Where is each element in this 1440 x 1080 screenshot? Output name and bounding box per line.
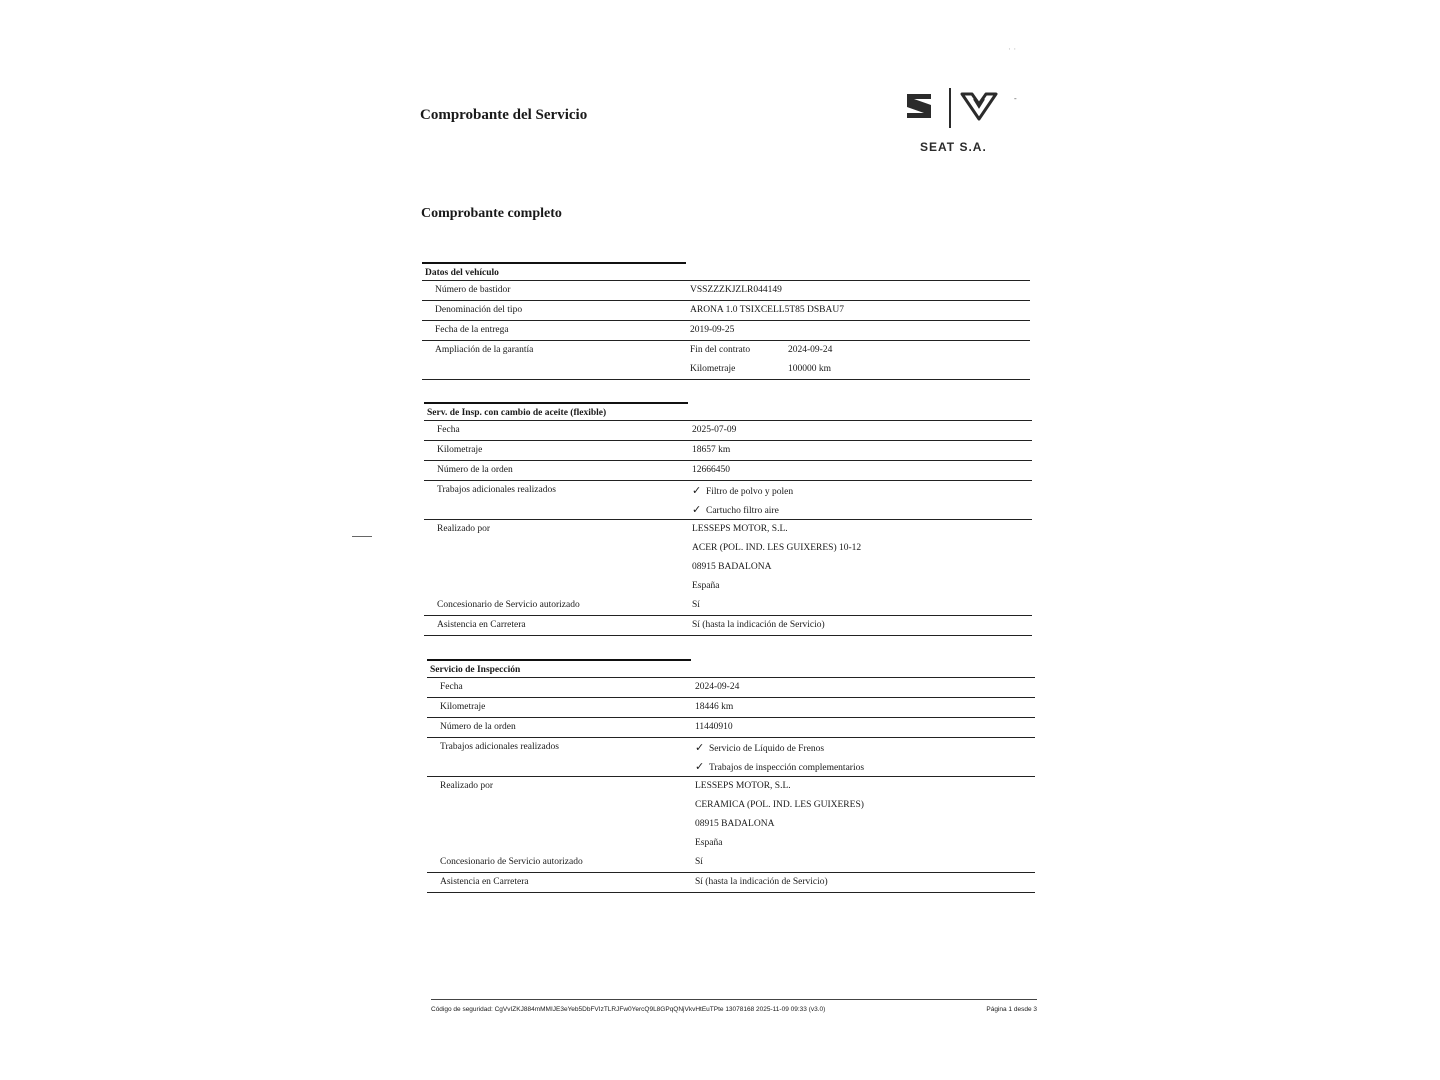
section-header (422, 262, 1030, 281)
table-row (422, 341, 1030, 380)
table-row (424, 616, 1032, 636)
extra-work-item: Cartucho filtro aire (706, 506, 779, 516)
roadside-label: Asistencia en Carretera (437, 620, 526, 630)
workshop-country: España (692, 581, 720, 591)
check-icon: ✓ (695, 741, 705, 754)
table-row (424, 441, 1032, 461)
scan-artifact: · · (1008, 44, 1017, 54)
workshop-country: España (695, 838, 723, 848)
service-oil-section (424, 402, 1032, 636)
extra-work-label: Trabajos adicionales realizados (440, 742, 559, 752)
cupra-logo-icon (960, 91, 998, 121)
section-header (427, 659, 1035, 678)
roadside-label: Asistencia en Carretera (440, 877, 529, 887)
extra-work-item: Trabajos de inspección complementarios (709, 763, 865, 773)
workshop-street: ACER (POL. IND. LES GUIXERES) 10-12 (692, 543, 862, 553)
section-title: Servicio de Inspección (430, 665, 521, 675)
order-label: Número de la orden (440, 722, 516, 732)
document-subtitle: Comprobante completo (421, 206, 562, 221)
km-label: Kilometraje (440, 702, 486, 712)
table-row (422, 301, 1030, 321)
section-title: Serv. de Insp. con cambio de aceite (flexible) (427, 408, 607, 418)
order-label: Número de la orden (437, 465, 513, 475)
check-icon: ✓ (692, 503, 702, 516)
section-header (424, 402, 1032, 421)
date-label: Fecha (437, 425, 460, 435)
page-number: Página 1 desde 3 (986, 1006, 1037, 1013)
workshop-name: LESSEPS MOTOR, S.L. (695, 781, 791, 791)
check-icon: ✓ (695, 760, 705, 773)
performed-by-label: Realizado por (437, 524, 491, 534)
section-title: Datos del vehículo (425, 268, 499, 278)
order-value: 11440910 (695, 722, 733, 732)
logo-trademark: - (1014, 94, 1017, 103)
workshop-street: CERAMICA (POL. IND. LES GUIXERES) (695, 800, 864, 810)
table-row (427, 738, 1035, 777)
table-row (427, 698, 1035, 718)
roadside-value: Sí (hasta la indicación de Servicio) (695, 877, 828, 887)
table-row (424, 481, 1032, 520)
seat-logo-icon (904, 92, 934, 120)
table-row (422, 321, 1030, 341)
date-value: 2025-07-09 (692, 425, 737, 435)
dealer-label: Concesionario de Servicio autorizado (440, 857, 583, 867)
performed-by-label: Realizado por (440, 781, 494, 791)
table-row (424, 596, 1032, 616)
document-title: Comprobante del Servicio (420, 107, 588, 123)
warranty-km-value: 100000 km (788, 364, 832, 374)
margin-mark (352, 536, 372, 537)
delivery-label: Fecha de la entrega (435, 325, 509, 335)
km-label: Kilometraje (437, 445, 483, 455)
dealer-value: Sí (695, 857, 703, 867)
extra-work-item: Servicio de Líquido de Frenos (709, 744, 825, 754)
extra-work-label: Trabajos adicionales realizados (437, 485, 556, 495)
table-row (427, 853, 1035, 873)
warranty-label: Ampliación de la garantía (435, 345, 534, 355)
warranty-end-value: 2024-09-24 (788, 345, 833, 355)
workshop-city: 08915 BADALONA (695, 819, 775, 829)
table-row (424, 461, 1032, 481)
logo-text: SEAT S.A. (920, 140, 987, 154)
check-icon: ✓ (692, 484, 702, 497)
dealer-value: Sí (692, 600, 700, 610)
workshop-name: LESSEPS MOTOR, S.L. (692, 524, 788, 534)
delivery-value: 2019-09-25 (690, 325, 735, 335)
km-value: 18657 km (692, 445, 731, 455)
warranty-end-label: Fin del contrato (690, 345, 751, 355)
dealer-label: Concesionario de Servicio autorizado (437, 600, 580, 610)
logo-divider (949, 88, 951, 128)
vin-value: VSSZZZKJZLR044149 (690, 285, 782, 295)
table-row (424, 520, 1032, 596)
date-value: 2024-09-24 (695, 682, 740, 692)
order-value: 12666450 (692, 465, 730, 475)
km-value: 18446 km (695, 702, 734, 712)
table-row (424, 421, 1032, 441)
warranty-km-label: Kilometraje (690, 364, 736, 374)
extra-work-item: Filtro de polvo y polen (706, 487, 794, 497)
table-row (427, 718, 1035, 738)
service-inspection-section (427, 659, 1035, 893)
table-row (427, 678, 1035, 698)
vehicle-section (422, 262, 1030, 380)
date-label: Fecha (440, 682, 463, 692)
vin-label: Número de bastidor (435, 285, 511, 295)
roadside-value: Sí (hasta la indicación de Servicio) (692, 620, 825, 630)
type-label: Denominación del tipo (435, 305, 523, 315)
workshop-city: 08915 BADALONA (692, 562, 772, 572)
table-row (422, 281, 1030, 301)
table-row (427, 777, 1035, 853)
type-value: ARONA 1.0 TSIXCELL5T85 DSBAU7 (690, 305, 844, 315)
security-code: Código de seguridad: CgVvIZKJ884mMMIJE3eYeb5DbFVIzTLRJFw0YercQ9L8GPqQNjVkvHtEuTPte 13078168 2025-11-09 09:33 (v3.0) (431, 1006, 826, 1013)
seat-cupra-logo (900, 86, 1030, 160)
table-row (427, 873, 1035, 893)
